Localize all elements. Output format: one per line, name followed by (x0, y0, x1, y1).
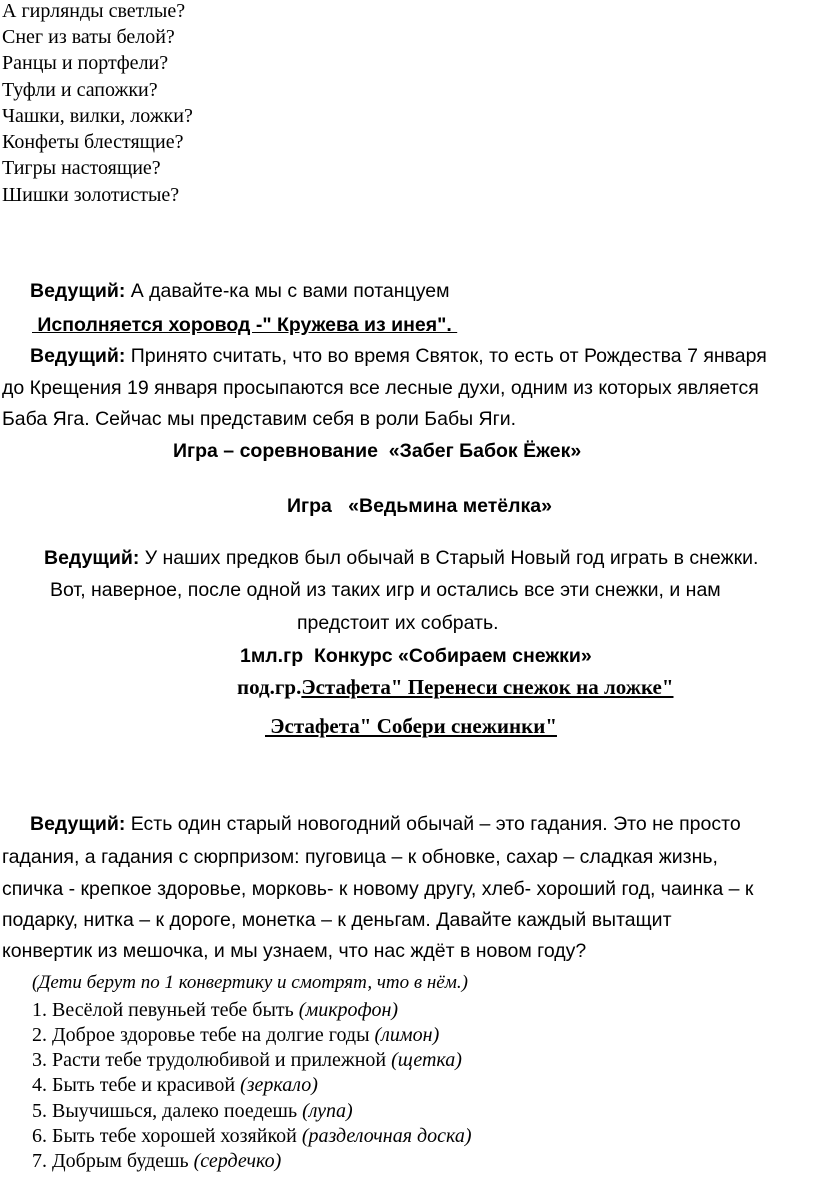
game-title-broom: Игра «Ведьмина метёлка» (287, 495, 552, 517)
wish-object: (разделочная доска) (301, 1125, 472, 1147)
host-label: Ведущий: (30, 280, 126, 302)
poem-line: Чашки, вилки, ложки? (2, 105, 193, 127)
host-label: Ведущий: (44, 547, 140, 569)
host-label: Ведущий: (30, 345, 126, 367)
dance-title: Исполняется хоровод -" Кружева из инея". (32, 314, 458, 336)
contest-title: 1мл.гр Конкурс «Собираем снежки» (240, 645, 592, 667)
wish-object: (микрофон) (298, 999, 399, 1021)
relay-2-title: Эстафета" Собери снежинки" (265, 714, 557, 738)
paragraph-text: У наших предков был обычай в Старый Новый год играть в снежки. (139, 547, 759, 569)
wish-text: 1. Весёлой певуньей тебе быть (32, 999, 299, 1021)
wish-text: 2. Доброе здоровье тебе на долгие годы (32, 1024, 375, 1046)
paragraph-line: до Крещения 19 января просыпаются все лесные духи, одним из которых является (2, 377, 759, 399)
relay-1 (237, 675, 674, 700)
paragraph-line: подарку, нитка – к дороге, монетка – к деньгам. Давайте каждый вытащит (2, 909, 672, 931)
wish-object: (сердечко) (193, 1150, 282, 1172)
wish-text: 7. Добрым будешь (32, 1150, 194, 1172)
paragraph-line: Вот, наверное, после одной из таких игр и остались все эти снежки, и нам (50, 579, 721, 601)
paragraph-text: А давайте-ка мы с вами потанцуем (125, 280, 450, 302)
paragraph-text: Есть один старый новогодний обычай – это гадания. Это не просто (125, 813, 741, 835)
wish-item (32, 1100, 353, 1123)
host-paragraph-2 (30, 345, 767, 368)
paragraph-line: спичка - крепкое здоровье, морковь- к новому другу, хлеб- хороший год, чаинка – к (2, 878, 754, 900)
stage-note: (Дети берут по 1 конвертику и смотрят, что в нём.) (32, 972, 468, 993)
host-paragraph-1 (30, 280, 450, 303)
wish-object: (щетка) (391, 1049, 462, 1071)
wish-object: (лупа) (302, 1100, 353, 1122)
paragraph-text: Принято считать, что во время Святок, то есть от Рождества 7 января (125, 345, 767, 367)
poem-line: А гирлянды светлые? (2, 0, 186, 22)
paragraph-line: конвертик из мешочка, и мы узнаем, что нас ждёт в новом году? (2, 940, 587, 962)
host-paragraph-4 (30, 813, 741, 836)
wish-item (32, 1074, 318, 1097)
game-title-race: Игра – соревнование «Забег Бабок Ёжек» (173, 440, 582, 462)
relay-group-label: под.гр. (237, 675, 302, 699)
wish-text: 3. Расти тебе трудолюбивой и прилежной (32, 1049, 392, 1071)
poem-line: Ранцы и портфели? (2, 52, 169, 74)
wish-text: 5. Выучишься, далеко поедешь (32, 1100, 303, 1122)
poem-line: Конфеты блестящие? (2, 131, 184, 153)
paragraph-line: предстоит их собрать. (297, 612, 499, 634)
wish-item (32, 1150, 281, 1173)
host-label: Ведущий: (30, 813, 126, 835)
host-paragraph-3 (44, 547, 758, 570)
wish-item (32, 1024, 439, 1047)
wish-text: 4. Быть тебе и красивой (32, 1074, 241, 1096)
poem-line: Туфли и сапожки? (2, 79, 158, 101)
paragraph-line: гадания, а гадания с сюрпризом: пуговица – к обновке, сахар – сладкая жизнь, (2, 846, 718, 868)
paragraph-line: Баба Яга. Сейчас мы представим себя в роли Бабы Яги. (2, 408, 517, 430)
wish-object: (лимон) (374, 1024, 440, 1046)
wish-object: (зеркало) (240, 1074, 318, 1096)
wish-text: 6. Быть тебе хорошей хозяйкой (32, 1125, 302, 1147)
wish-item (32, 1049, 462, 1072)
poem-line: Шишки золотистые? (2, 184, 180, 206)
wish-item (32, 999, 398, 1022)
relay-title: Эстафета" Перенеси снежок на ложке" (301, 675, 674, 699)
poem-line: Тигры настоящие? (2, 157, 161, 179)
wish-item (32, 1125, 472, 1148)
poem-line: Снег из ваты белой? (2, 26, 175, 48)
